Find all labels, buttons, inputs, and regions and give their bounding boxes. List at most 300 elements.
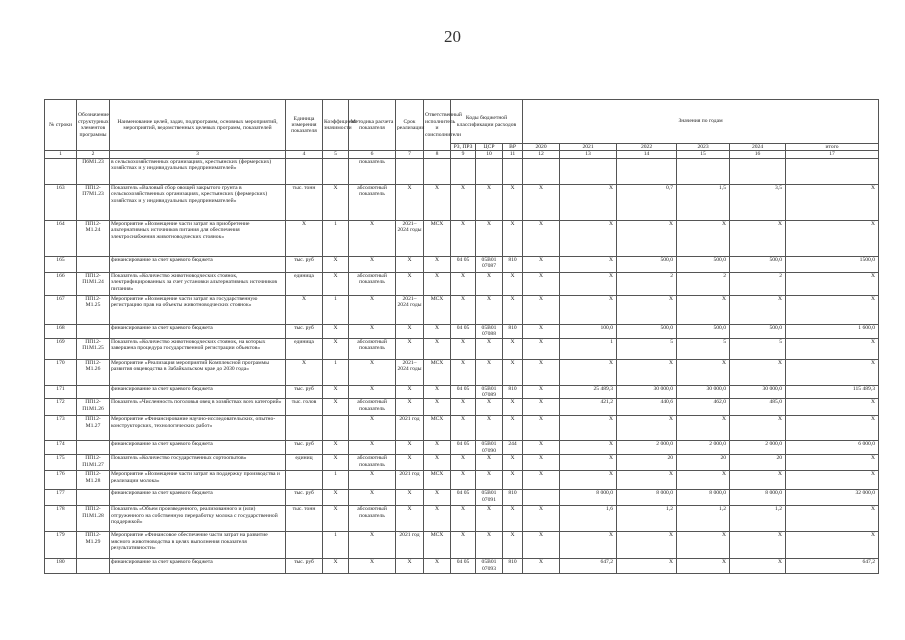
- table-cell: Х: [349, 359, 396, 385]
- table-cell: Х: [786, 359, 879, 385]
- header-unit: Единица измерения показателя: [286, 100, 323, 151]
- table-row: [45, 532, 879, 559]
- table-cell: 04 05: [451, 385, 476, 399]
- table-cell: Х: [523, 220, 560, 256]
- table-cell: 04 05: [451, 441, 476, 455]
- table-cell: Х: [323, 256, 349, 272]
- table-row: [45, 220, 879, 256]
- column-number: 14: [617, 151, 677, 158]
- table-cell: МСХ: [424, 220, 451, 256]
- table-cell: 3,5: [730, 184, 786, 220]
- table-cell: 04 05: [451, 559, 476, 574]
- table-cell: Х: [424, 256, 451, 272]
- table-cell: Х: [396, 272, 424, 295]
- table-row: [45, 559, 879, 574]
- table-cell: 1: [323, 295, 349, 324]
- table-cell: Х: [349, 416, 396, 441]
- table-cell: Показатель «Численность поголовья овец в хозяйствах всех категорий»: [110, 399, 286, 416]
- table-cell: абсолютный показатель: [349, 272, 396, 295]
- table-cell: 04 05: [451, 490, 476, 506]
- column-number: 10: [476, 151, 503, 158]
- header-designation: Обозначение структурных элементов программы: [77, 100, 110, 151]
- table-cell: 2021–2024 годы: [396, 220, 424, 256]
- table-cell: 1 600,0: [786, 324, 879, 338]
- table-cell: 05В01 07089: [476, 385, 503, 399]
- table-cell: 810: [503, 256, 523, 272]
- table-cell: Х: [617, 416, 677, 441]
- table-cell: Мероприятие «Возмещение части затрат на государственную регистрацию прав на объекты животноводческих стоянок»: [110, 295, 286, 324]
- table-cell: 810: [503, 559, 523, 574]
- table-cell: Х: [349, 220, 396, 256]
- table-cell: Х: [677, 416, 730, 441]
- table-cell: 810: [503, 490, 523, 506]
- table-cell: Х: [786, 416, 879, 441]
- table-cell: ПП12-М1.27: [77, 416, 110, 441]
- table-cell: Х: [424, 184, 451, 220]
- table-cell: Показатель «Количество государственных сортоопытов»: [110, 455, 286, 471]
- table-cell: Х: [503, 455, 523, 471]
- table-cell: тыс. руб: [286, 256, 323, 272]
- table-row: [45, 359, 879, 385]
- table-cell: Х: [560, 272, 617, 295]
- table-cell: 500,0: [730, 324, 786, 338]
- table-cell: ПП12-М1.28: [77, 471, 110, 490]
- table-cell: ПП12-П1М1.25: [77, 338, 110, 359]
- table-cell: 1: [323, 471, 349, 490]
- header-sub: 2023: [677, 144, 730, 151]
- table-cell: тыс. руб: [286, 441, 323, 455]
- column-number: 1: [45, 151, 77, 158]
- table-cell: Х: [523, 471, 560, 490]
- column-number: 4: [286, 151, 323, 158]
- table-cell: Х: [451, 399, 476, 416]
- table-cell: 20: [617, 455, 677, 471]
- table-cell: финансирование за счет краевого бюджета: [110, 385, 286, 399]
- header-sub: РЗ, ПРЗ: [451, 144, 476, 151]
- table-cell: [617, 158, 677, 184]
- table-cell: Х: [323, 559, 349, 574]
- table-cell: 171: [45, 385, 77, 399]
- table-cell: Х: [560, 359, 617, 385]
- table-cell: 500,0: [677, 256, 730, 272]
- table-cell: Х: [349, 490, 396, 506]
- table-cell: 05В01 07087: [476, 256, 503, 272]
- table-cell: Х: [503, 295, 523, 324]
- table-cell: [77, 385, 110, 399]
- table-cell: 500,0: [617, 256, 677, 272]
- table-cell: Х: [560, 471, 617, 490]
- table-cell: Х: [323, 272, 349, 295]
- table-cell: Х: [523, 359, 560, 385]
- column-number: 16: [730, 151, 786, 158]
- table-cell: Х: [323, 506, 349, 532]
- table-cell: Х: [523, 385, 560, 399]
- header-budget-codes: Коды бюджетной классификации расходов: [451, 100, 523, 144]
- table-cell: Х: [476, 416, 503, 441]
- table-cell: 440,6: [617, 399, 677, 416]
- table-cell: Х: [677, 295, 730, 324]
- table-cell: 1500,0: [786, 256, 879, 272]
- header-sub: 2021: [560, 144, 617, 151]
- table-cell: Мероприятие «Финансирование научно-исследовательских, опытно-конструкторских, технологических работ»: [110, 416, 286, 441]
- table-cell: Х: [451, 184, 476, 220]
- table-cell: [503, 158, 523, 184]
- table-cell: 1,2: [677, 506, 730, 532]
- table-cell: Х: [523, 441, 560, 455]
- table-cell: Х: [503, 338, 523, 359]
- table-cell: Х: [560, 295, 617, 324]
- table-cell: Х: [523, 324, 560, 338]
- table-cell: Х: [424, 385, 451, 399]
- table-cell: МСХ: [424, 359, 451, 385]
- table-cell: Х: [451, 272, 476, 295]
- table-cell: Х: [677, 471, 730, 490]
- table-cell: [323, 416, 349, 441]
- table-cell: 100,0: [560, 324, 617, 338]
- table-cell: [323, 158, 349, 184]
- table-cell: единица: [286, 272, 323, 295]
- table-cell: 2: [677, 272, 730, 295]
- table-cell: Х: [451, 338, 476, 359]
- table-cell: Х: [786, 295, 879, 324]
- table-cell: Х: [523, 416, 560, 441]
- table-cell: Х: [349, 256, 396, 272]
- table-cell: Х: [730, 416, 786, 441]
- table-cell: тыс. голов: [286, 399, 323, 416]
- table-cell: Х: [503, 359, 523, 385]
- table-cell: 2 000,0: [677, 441, 730, 455]
- table-cell: тыс. руб: [286, 324, 323, 338]
- table-cell: 20: [730, 455, 786, 471]
- table-row: [45, 416, 879, 441]
- table-row: [45, 490, 879, 506]
- table-row: [45, 471, 879, 490]
- table-cell: Х: [503, 220, 523, 256]
- column-number: 15: [677, 151, 730, 158]
- table-cell: 30 000,0: [677, 385, 730, 399]
- table-cell: Х: [451, 416, 476, 441]
- table-cell: ПП12-М1.29: [77, 532, 110, 559]
- header-sub: 2024: [730, 144, 786, 151]
- table-cell: 164: [45, 220, 77, 256]
- header-sub: итого: [786, 144, 879, 151]
- table-cell: Х: [396, 385, 424, 399]
- table-cell: 05В01 07093: [476, 559, 503, 574]
- table-cell: Х: [396, 455, 424, 471]
- table-cell: Мероприятие «Финансовое обеспечение части затрат на развитие мясного животноводства в целях выполнения показателя результативности»: [110, 532, 286, 559]
- table-cell: абсолютный показатель: [349, 399, 396, 416]
- table-cell: [523, 158, 560, 184]
- table-cell: 647,2: [786, 559, 879, 574]
- table-row: [45, 385, 879, 399]
- table-cell: 05В01 07088: [476, 324, 503, 338]
- table-cell: Х: [323, 441, 349, 455]
- table-cell: Х: [396, 506, 424, 532]
- table-cell: [730, 158, 786, 184]
- table-cell: Х: [451, 295, 476, 324]
- table-cell: 1,6: [560, 506, 617, 532]
- table-cell: 2021 год: [396, 416, 424, 441]
- table-cell: 421,2: [560, 399, 617, 416]
- table-cell: 04 05: [451, 324, 476, 338]
- table-cell: ПП12-М1.24: [77, 220, 110, 256]
- page-number: 20: [444, 27, 461, 46]
- table-cell: Х: [451, 506, 476, 532]
- table-cell: 1,2: [730, 506, 786, 532]
- column-number: 6: [349, 151, 396, 158]
- table-cell: Х: [503, 532, 523, 559]
- table-cell: тыс. руб: [286, 490, 323, 506]
- table-cell: 179: [45, 532, 77, 559]
- table-cell: 30 000,0: [730, 385, 786, 399]
- table-row: [45, 324, 879, 338]
- table-cell: Х: [476, 272, 503, 295]
- table-cell: Показатель «Количество животноводческих стоянок, на которых завершена процедура государственной регистрации объектов»: [110, 338, 286, 359]
- header-row-no: № строки: [45, 100, 77, 151]
- table-cell: 172: [45, 399, 77, 416]
- table-cell: Показатель «Количество животноводческих стоянок, электрифицированных за счет установки альтернативных источников питания»: [110, 272, 286, 295]
- table-cell: Х: [677, 220, 730, 256]
- table-cell: Х: [476, 295, 503, 324]
- table-cell: Х: [560, 532, 617, 559]
- table-cell: Х: [476, 506, 503, 532]
- table-cell: ПП12-П7М1.23: [77, 184, 110, 220]
- header-term: Срок реализации: [396, 100, 424, 151]
- table-cell: Х: [786, 471, 879, 490]
- table-cell: ПП12-П1М1.24: [77, 272, 110, 295]
- table-cell: ПП12-М1.25: [77, 295, 110, 324]
- table-cell: Х: [786, 455, 879, 471]
- table-cell: МСХ: [424, 416, 451, 441]
- table-cell: Х: [349, 295, 396, 324]
- table-cell: Х: [349, 441, 396, 455]
- table-cell: [77, 490, 110, 506]
- column-number: 2: [77, 151, 110, 158]
- table-cell: Х: [424, 399, 451, 416]
- table-cell: 1,5: [677, 184, 730, 220]
- header-values-by-year: Значения по годам: [523, 100, 879, 144]
- table-cell: 6 000,0: [786, 441, 879, 455]
- column-number: 13: [560, 151, 617, 158]
- table-cell: Х: [396, 490, 424, 506]
- table-cell: Х: [730, 532, 786, 559]
- table-cell: 1,2: [617, 506, 677, 532]
- table-cell: Х: [560, 416, 617, 441]
- table-cell: Х: [560, 256, 617, 272]
- table-cell: Х: [503, 471, 523, 490]
- table-cell: Мероприятие «Возмещение части затрат на приобретение альтернативных источников питания для обеспечения электроснабжения животноводческих стоянок»: [110, 220, 286, 256]
- table-cell: Показатель «Объем произведенного, реализованного и (или) отгруженного на собственную переработку молока с государственной поддержкой»: [110, 506, 286, 532]
- table-cell: Х: [786, 220, 879, 256]
- table-cell: Х: [323, 399, 349, 416]
- header-sub: 2022: [617, 144, 677, 151]
- table-cell: [424, 158, 451, 184]
- table-cell: Х: [476, 184, 503, 220]
- table-cell: Х: [349, 559, 396, 574]
- table-cell: Х: [786, 506, 879, 532]
- table-cell: 500,0: [617, 324, 677, 338]
- table-row: [45, 338, 879, 359]
- table-cell: 175: [45, 455, 77, 471]
- table-cell: [77, 324, 110, 338]
- table-cell: Х: [424, 506, 451, 532]
- table-cell: 0,7: [617, 184, 677, 220]
- table-cell: Х: [523, 338, 560, 359]
- table-cell: Х: [560, 220, 617, 256]
- table-cell: Х: [476, 532, 503, 559]
- table-cell: Х: [523, 184, 560, 220]
- table-cell: [286, 158, 323, 184]
- table-cell: Х: [730, 295, 786, 324]
- table-cell: Х: [503, 184, 523, 220]
- table-cell: 20: [677, 455, 730, 471]
- column-number: 17: [786, 151, 879, 158]
- table-cell: Х: [396, 399, 424, 416]
- table-cell: 168: [45, 324, 77, 338]
- table-cell: [77, 441, 110, 455]
- table-cell: [45, 158, 77, 184]
- table-cell: абсолютный показатель: [349, 455, 396, 471]
- table-row: [45, 455, 879, 471]
- table-cell: 169: [45, 338, 77, 359]
- table-cell: 1: [323, 220, 349, 256]
- table-cell: 05В01 07091: [476, 490, 503, 506]
- table-cell: Х: [523, 532, 560, 559]
- table-cell: 25 489,3: [560, 385, 617, 399]
- table-cell: [286, 471, 323, 490]
- table-cell: 05В01 07090: [476, 441, 503, 455]
- table-cell: финансирование за счет краевого бюджета: [110, 324, 286, 338]
- table-cell: Х: [424, 338, 451, 359]
- table-cell: Х: [476, 338, 503, 359]
- table-cell: [286, 416, 323, 441]
- table-cell: Х: [523, 272, 560, 295]
- column-number: 5: [323, 151, 349, 158]
- table-cell: в сельскохозяйственных организациях, крестьянских (фермерских) хозяйствах и у индивидуальных предпринимателей»: [110, 158, 286, 184]
- table-cell: Х: [617, 471, 677, 490]
- table-row: [45, 184, 879, 220]
- table-cell: финансирование за счет краевого бюджета: [110, 559, 286, 574]
- table-cell: 173: [45, 416, 77, 441]
- table-cell: [677, 158, 730, 184]
- table-cell: Х: [424, 324, 451, 338]
- table-cell: [396, 158, 424, 184]
- table-cell: Х: [476, 359, 503, 385]
- table-cell: 180: [45, 559, 77, 574]
- table-cell: Х: [476, 471, 503, 490]
- table-cell: Х: [786, 338, 879, 359]
- table-cell: П6М1.23: [77, 158, 110, 184]
- table-cell: 178: [45, 506, 77, 532]
- table-cell: 163: [45, 184, 77, 220]
- table-cell: [786, 158, 879, 184]
- table-cell: Х: [424, 490, 451, 506]
- table-cell: Х: [349, 532, 396, 559]
- table-cell: 2: [617, 272, 677, 295]
- table-cell: ПП12-П1М1.27: [77, 455, 110, 471]
- table-cell: 2021 год: [396, 532, 424, 559]
- table-cell: Х: [617, 532, 677, 559]
- table-cell: Х: [786, 532, 879, 559]
- table-cell: 176: [45, 471, 77, 490]
- table-cell: Х: [730, 359, 786, 385]
- column-number: 9: [451, 151, 476, 158]
- table-row: [45, 272, 879, 295]
- table-cell: Мероприятие «Реализация мероприятий Комплексной программы развития овцеводства в Забайкальском крае до 2030 года»: [110, 359, 286, 385]
- table-cell: [523, 490, 560, 506]
- table-cell: Х: [617, 359, 677, 385]
- table-cell: Х: [323, 184, 349, 220]
- table-cell: 244: [503, 441, 523, 455]
- header-method: Методика расчета показателя: [349, 100, 396, 151]
- table-row: [45, 399, 879, 416]
- table-cell: 500,0: [677, 324, 730, 338]
- table-cell: Х: [451, 532, 476, 559]
- table-cell: Х: [786, 399, 879, 416]
- table-cell: абсолютный показатель: [349, 338, 396, 359]
- column-number-row: [45, 151, 879, 158]
- header-sub: ЦСР: [476, 144, 503, 151]
- header-responsible: Ответственный исполнитель и соисполнители: [424, 100, 451, 151]
- table-cell: Х: [523, 559, 560, 574]
- table-cell: Х: [451, 359, 476, 385]
- table-cell: Х: [349, 385, 396, 399]
- table-cell: Х: [286, 359, 323, 385]
- header-coef: Коэффициент значимости: [323, 100, 349, 151]
- table-cell: [560, 158, 617, 184]
- table-cell: Х: [451, 455, 476, 471]
- table-cell: 2: [730, 272, 786, 295]
- column-number: 8: [424, 151, 451, 158]
- table-cell: Х: [786, 272, 879, 295]
- table-cell: 5: [677, 338, 730, 359]
- table-cell: Х: [323, 490, 349, 506]
- table-cell: 115 489,3: [786, 385, 879, 399]
- table-cell: Х: [286, 220, 323, 256]
- table-cell: Х: [476, 399, 503, 416]
- table-cell: Х: [396, 559, 424, 574]
- table-cell: Х: [617, 295, 677, 324]
- table-cell: Х: [396, 324, 424, 338]
- table-cell: 5: [617, 338, 677, 359]
- table-cell: Х: [396, 184, 424, 220]
- table-cell: Х: [323, 455, 349, 471]
- table-cell: Х: [396, 256, 424, 272]
- table-cell: тыс. руб: [286, 559, 323, 574]
- table-cell: Х: [560, 184, 617, 220]
- table-cell: показатель: [349, 158, 396, 184]
- table-cell: 8 000,0: [560, 490, 617, 506]
- table-cell: 2021 год: [396, 471, 424, 490]
- table-cell: 500,0: [730, 256, 786, 272]
- table-cell: тыс. тонн: [286, 184, 323, 220]
- table-cell: Х: [677, 559, 730, 574]
- table-cell: Х: [503, 272, 523, 295]
- table-cell: 1: [560, 338, 617, 359]
- table-cell: Х: [323, 324, 349, 338]
- table-cell: [77, 256, 110, 272]
- table-cell: Х: [349, 471, 396, 490]
- table-cell: Х: [786, 184, 879, 220]
- table-cell: 810: [503, 385, 523, 399]
- column-number: 3: [110, 151, 286, 158]
- table-cell: Х: [730, 559, 786, 574]
- table-cell: Х: [560, 455, 617, 471]
- table-cell: единица: [286, 338, 323, 359]
- table-cell: Х: [503, 506, 523, 532]
- table-cell: Х: [523, 295, 560, 324]
- table-cell: 462,0: [677, 399, 730, 416]
